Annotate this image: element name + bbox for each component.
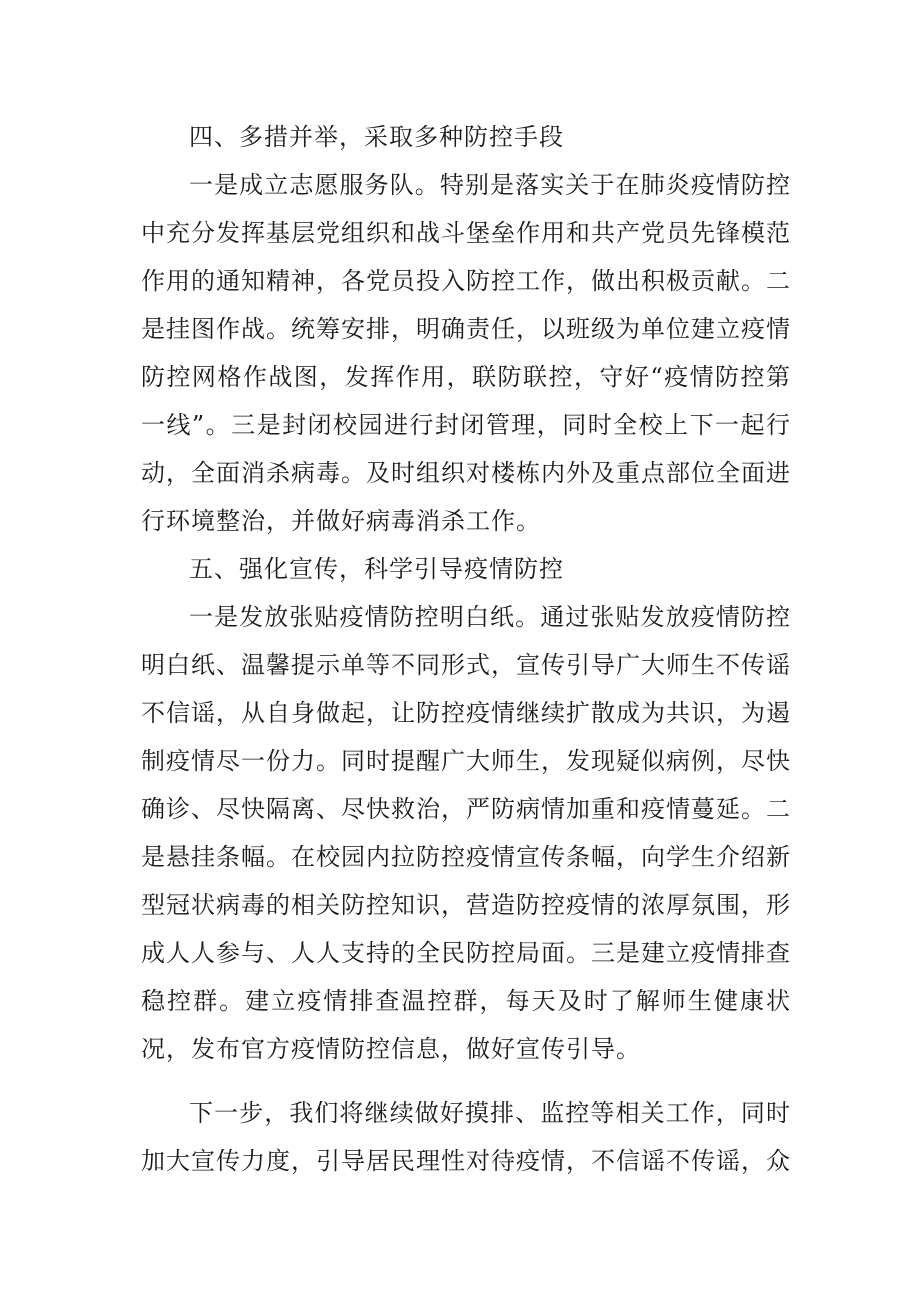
section-5-body: 一是发放张贴疫情防控明白纸。通过张贴发放疫情防控明白纸、温馨提示单等不同形式，宣传引导广大师生不传谣不信谣，从自身做起，让防控疫情继续扩散成为共识，为遏制疫情尽一份力。同时提醒广大师生，发现疑似病例，尽快确诊、尽快隔离、尽快救治，严防病情加重和疫情蔓延。二是悬挂条幅。在校园内拉防控疫情宣传条幅，向学生介绍新型冠状病毒的相关防控知识，营造防控疫情的浓厚氛围，形成人人参与、人人支持的全民防控局面。三是建立疫情排查稳控群。建立疫情排查温控群，每天及时了解师生健康状况，发布官方疫情防控信息，做好宣传引导。	[141, 603, 791, 1063]
section-5-heading: 五、强化宣传，科学引导疫情防控	[189, 555, 564, 583]
section-4-heading: 四、多措并举，采取多种防控手段	[189, 123, 564, 151]
section-4-body: 一是成立志愿服务队。特别是落实关于在肺炎疫情防控中充分发挥基层党组织和战斗堡垒作用和共产党员先锋模范作用的通知精神，各党员投入防控工作，做出积极贡献。二是挂图作战。统筹安排，明确责任，以班级为单位建立疫情防控网格作战图，发挥作用，联防联控，守好“疫情防控第一线”。三是封闭校园进行封闭管理，同时全校上下一起行动，全面消杀病毒。及时组织对楼栋内外及重点部位全面进行环境整治，并做好病毒消杀工作。	[141, 171, 791, 535]
closing-paragraph: 下一步，我们将继续做好摸排、监控等相关工作，同时加大宣传力度，引导居民理性对待疫情，不信谣不传谣，众	[141, 1099, 791, 1175]
document-content	[141, 113, 791, 1185]
paragraph-gap	[141, 1073, 791, 1089]
